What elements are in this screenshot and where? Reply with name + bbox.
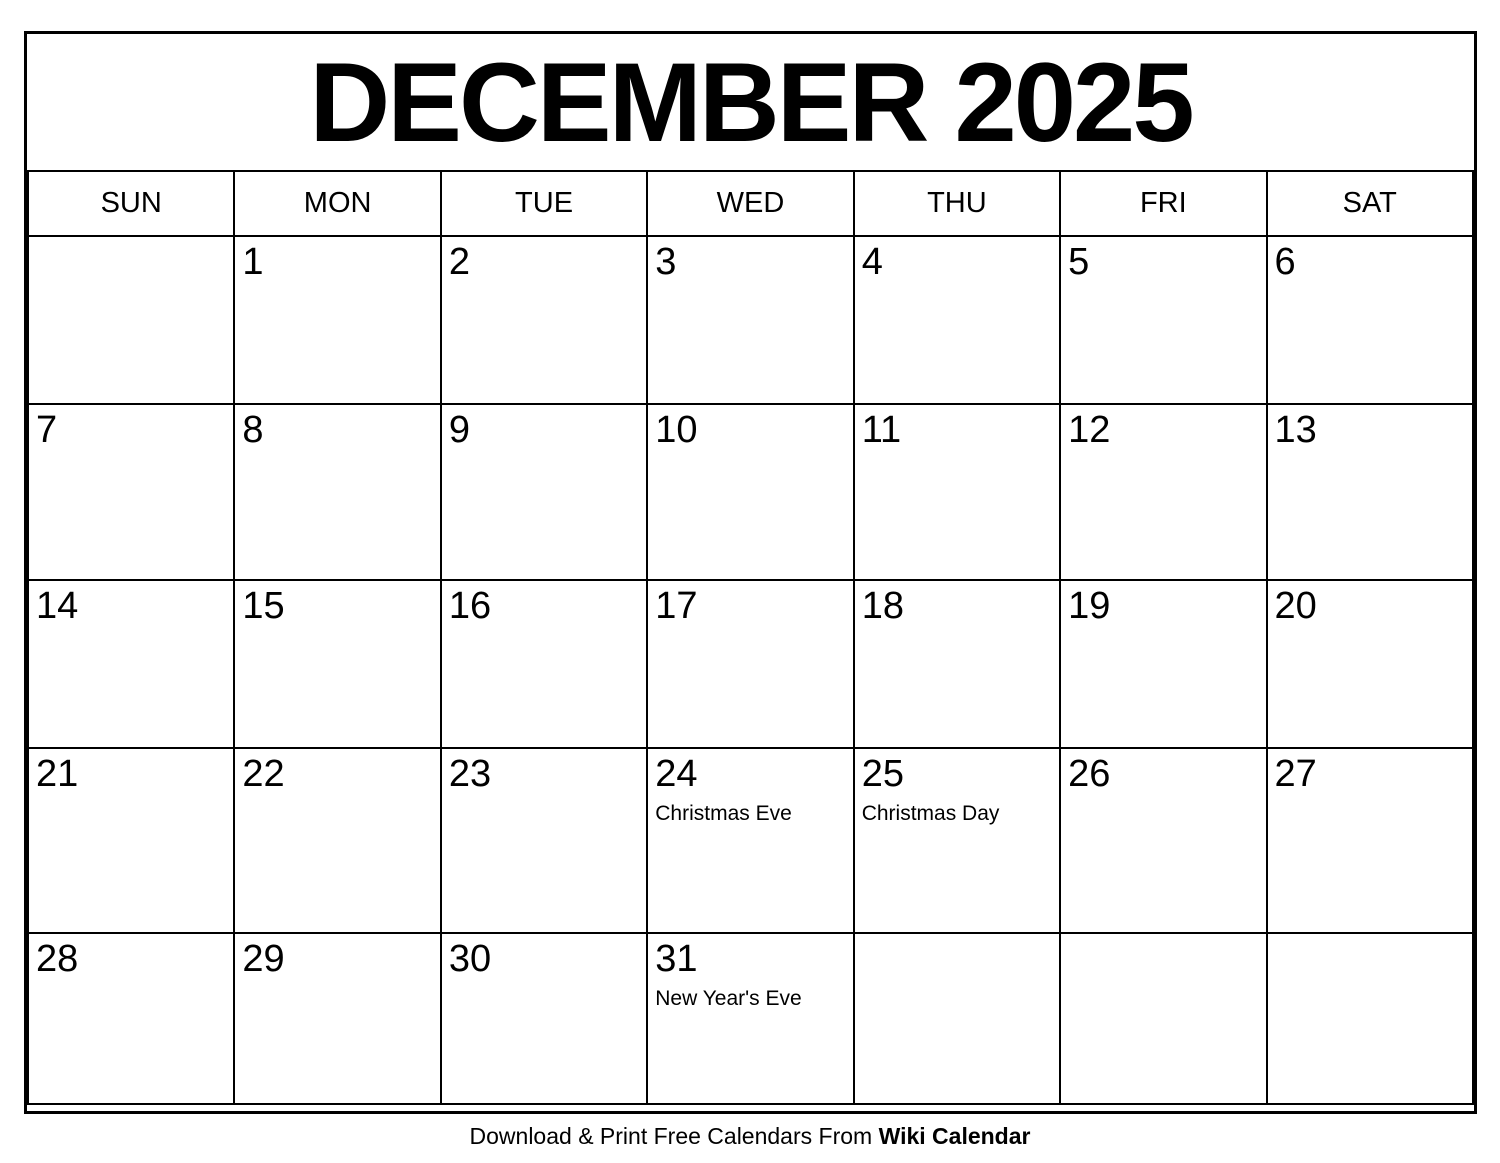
day-number: 6 xyxy=(1274,241,1296,283)
weekday-header-thu: THU xyxy=(854,171,1060,236)
week-row xyxy=(28,748,1473,933)
day-cell xyxy=(441,236,647,404)
day-cell xyxy=(1267,580,1473,748)
event-label: Christmas Eve xyxy=(655,801,792,825)
weekday-header-row xyxy=(28,171,1473,236)
day-cell xyxy=(28,404,234,580)
weekday-header-sat: SAT xyxy=(1267,171,1473,236)
day-cell xyxy=(441,580,647,748)
day-number: 29 xyxy=(242,938,285,980)
day-cell xyxy=(234,236,440,404)
day-number: 13 xyxy=(1274,409,1317,451)
day-number: 20 xyxy=(1274,585,1317,627)
day-cell xyxy=(1060,580,1266,748)
day-cell xyxy=(234,748,440,933)
day-number: 25 xyxy=(861,753,904,795)
day-cell xyxy=(441,748,647,933)
day-number: 7 xyxy=(36,409,58,451)
day-cell xyxy=(441,933,647,1104)
day-number: 23 xyxy=(448,753,492,795)
day-number: 4 xyxy=(861,241,883,283)
day-cell xyxy=(234,580,440,748)
day-number: 2 xyxy=(448,241,470,283)
day-cell xyxy=(28,580,234,748)
week-row xyxy=(28,933,1473,1104)
week-row xyxy=(28,236,1473,404)
day-cell xyxy=(854,748,1060,933)
day-cell xyxy=(28,933,234,1104)
day-cell xyxy=(854,933,1060,1104)
day-cell xyxy=(234,404,440,580)
day-cell xyxy=(1060,404,1266,580)
day-cell xyxy=(1267,748,1473,933)
footer-credit xyxy=(0,1114,1500,1150)
day-cell xyxy=(854,236,1060,404)
calendar-body xyxy=(28,236,1473,1104)
day-number: 1 xyxy=(242,241,264,283)
weekday-header-wed: WED xyxy=(647,171,853,236)
footer-credit-text: Download & Print Free Calendars From xyxy=(469,1123,873,1149)
day-number: 3 xyxy=(655,241,677,283)
day-cell xyxy=(854,580,1060,748)
day-cell xyxy=(647,933,853,1104)
day-cell xyxy=(1060,236,1266,404)
day-number: 16 xyxy=(448,585,492,627)
day-number: 12 xyxy=(1068,409,1111,451)
day-cell xyxy=(647,748,853,933)
day-number: 5 xyxy=(1068,241,1090,283)
day-cell xyxy=(647,580,853,748)
calendar-title: DECEMBER 2025 xyxy=(309,39,1192,165)
day-number: 24 xyxy=(655,753,698,795)
event-label: Christmas Day xyxy=(861,801,1000,825)
day-number: 30 xyxy=(448,938,492,980)
day-number: 17 xyxy=(655,585,698,627)
day-number: 18 xyxy=(861,585,904,627)
week-row xyxy=(28,404,1473,580)
event-label: New Year's Eve xyxy=(655,986,802,1010)
day-number: 10 xyxy=(655,409,698,451)
footer-brand-name: Wiki Calendar xyxy=(878,1123,1031,1149)
day-cell xyxy=(647,236,853,404)
weekday-header-mon: MON xyxy=(234,171,440,236)
day-number: 21 xyxy=(36,753,79,795)
day-cell xyxy=(28,748,234,933)
weekday-header-sun: SUN xyxy=(28,171,234,236)
day-number: 31 xyxy=(655,938,698,980)
day-cell xyxy=(1060,748,1266,933)
day-cell xyxy=(1267,933,1473,1104)
day-number: 26 xyxy=(1068,753,1111,795)
weekday-header-tue: TUE xyxy=(441,171,647,236)
week-row xyxy=(28,580,1473,748)
day-number: 19 xyxy=(1068,585,1111,627)
day-number: 28 xyxy=(36,938,79,980)
day-number: 22 xyxy=(242,753,285,795)
day-number: 11 xyxy=(861,409,902,451)
day-cell xyxy=(441,404,647,580)
day-number: 27 xyxy=(1274,753,1317,795)
weekday-header-fri: FRI xyxy=(1060,171,1266,236)
day-cell xyxy=(854,404,1060,580)
day-cell xyxy=(28,236,234,404)
day-number: 14 xyxy=(36,585,79,627)
day-cell xyxy=(1060,933,1266,1104)
day-number: 9 xyxy=(448,409,470,451)
calendar xyxy=(24,31,1477,1114)
day-cell xyxy=(234,933,440,1104)
day-cell xyxy=(1267,404,1473,580)
day-cell xyxy=(1267,236,1473,404)
day-cell xyxy=(647,404,853,580)
calendar-grid xyxy=(27,170,1474,1105)
day-number: 8 xyxy=(242,409,264,451)
day-number: 15 xyxy=(242,585,285,627)
